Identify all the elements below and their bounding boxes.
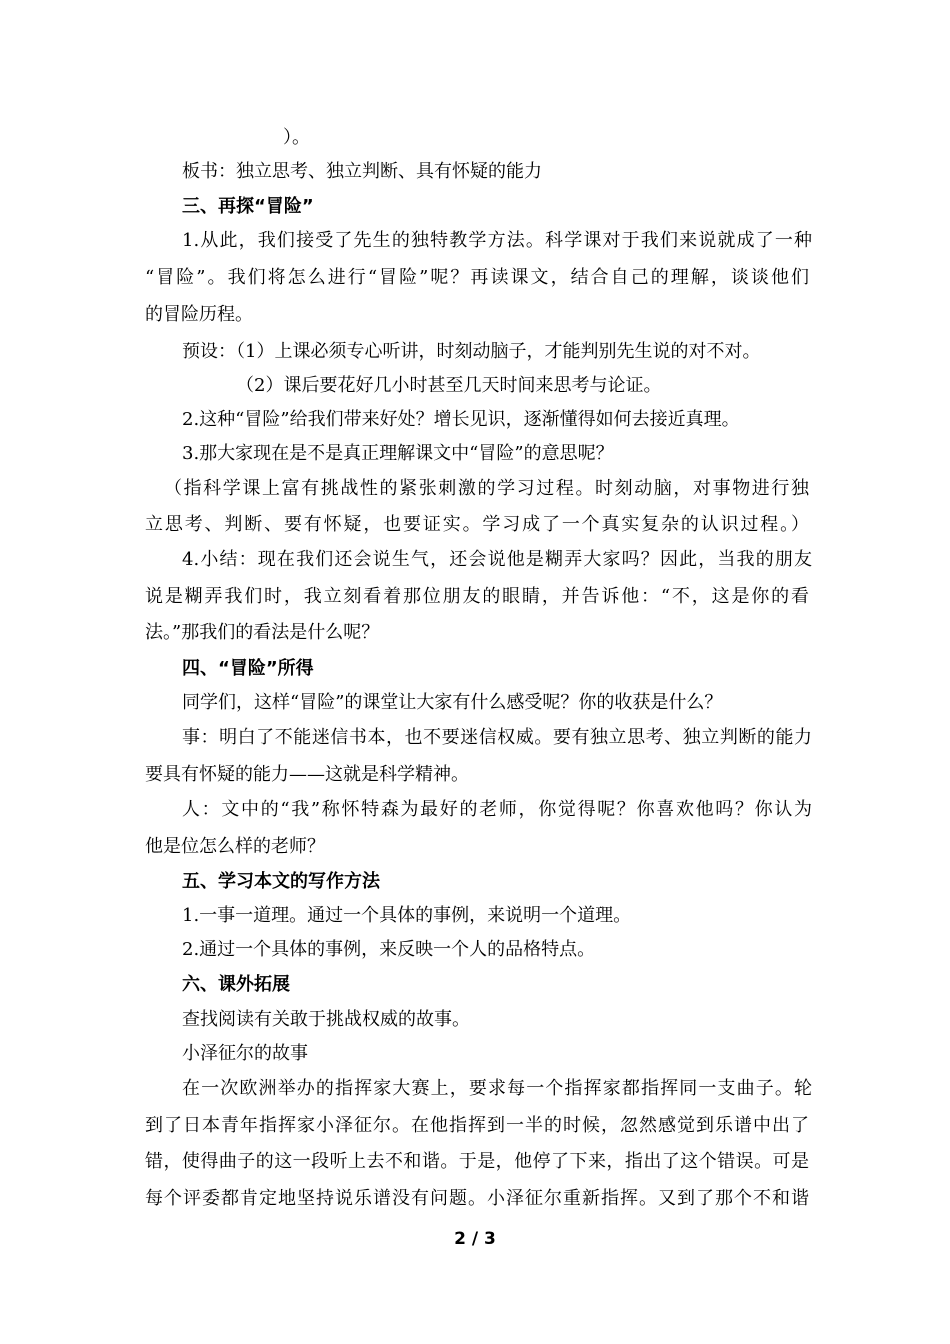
text-line: 预设：（1）上课必须专心听讲，时刻动脑子，才能判别先生说的对不对。	[182, 341, 761, 362]
text-line: 1.从此，我们接受了先生的独特教学方法。科学课对于我们来说就成了一种	[182, 230, 812, 251]
section-heading: 三、再探“冒险”	[182, 196, 314, 217]
text-line: 到了日本青年指挥家小泽征尔。在他指挥到一半的时候，忽然感觉到乐谱中出了	[145, 1115, 809, 1136]
text-line: 事：明白了不能迷信书本，也不要迷信权威。要有独立思考、独立判断的能力	[182, 727, 812, 748]
text-line: 他是位怎么样的老师？	[145, 836, 325, 857]
section-heading: 六、课外拓展	[182, 974, 290, 995]
text-line: 4.小结：现在我们还会说生气，还会说他是糊弄大家吗？因此，当我的朋友	[182, 549, 812, 570]
text-line: （指科学课上富有挑战性的紧张刺激的学习过程。时刻动脑，对事物进行独	[164, 478, 809, 499]
text-line: 说是糊弄我们时，我立刻看着那位朋友的眼睛，并告诉他：“不，这是你的看	[145, 586, 809, 607]
section-heading: 五、学习本文的写作方法	[182, 871, 380, 892]
section-heading: 四、“冒险”所得	[182, 658, 314, 679]
text-line: 1.一事一道理。通过一个具体的事例，来说明一个道理。	[182, 905, 632, 926]
text-line: 3.那大家现在是不是真正理解课文中“冒险”的意思呢？	[182, 443, 614, 464]
story-title: 小泽征尔的故事	[182, 1043, 308, 1064]
text-line: 2.通过一个具体的事例，来反映一个人的品格特点。	[182, 939, 596, 960]
text-line: 每个评委都肯定地坚持说乐谱没有问题。小泽征尔重新指挥。又到了那个不和谐	[145, 1188, 809, 1209]
text-line: 错，使得曲子的这一段听上去不和谐。于是，他停了下来，指出了这个错误。可是	[145, 1151, 809, 1172]
page-number: 2 / 3	[454, 1229, 496, 1249]
text-line: ）。	[283, 127, 310, 148]
text-line: 人：文中的“我”称怀特森为最好的老师，你觉得呢？你喜欢他吗？你认为	[182, 799, 812, 820]
text-line: 立思考、判断、要有怀疑，也要证实。学习成了一个真实复杂的认识过程。）	[145, 514, 809, 535]
text-line: 2.这种“冒险”给我们带来好处？增长见识，逐渐懂得如何去接近真理。	[182, 409, 740, 430]
text-line: 在一次欧洲举办的指挥家大赛上，要求每一个指挥家都指挥同一支曲子。轮	[182, 1078, 812, 1099]
text-line: 要具有怀疑的能力——这就是科学精神。	[145, 764, 469, 785]
text-line: 同学们，这样“冒险”的课堂让大家有什么感受呢？你的收获是什么？	[182, 692, 723, 713]
text-line: “冒险”。我们将怎么进行“冒险”呢？再读课文，结合自己的理解，谈谈他们	[145, 267, 809, 288]
text-line: （2）课后要花好几小时甚至几天时间来思考与论证。	[236, 375, 662, 396]
text-line: 查找阅读有关敢于挑战权威的故事。	[182, 1009, 470, 1030]
text-line: 的冒险历程。	[145, 304, 253, 325]
text-line: 法。”那我们的看法是什么呢？	[145, 622, 380, 643]
text-line: 板书：独立思考、独立判断、具有怀疑的能力	[182, 161, 542, 182]
